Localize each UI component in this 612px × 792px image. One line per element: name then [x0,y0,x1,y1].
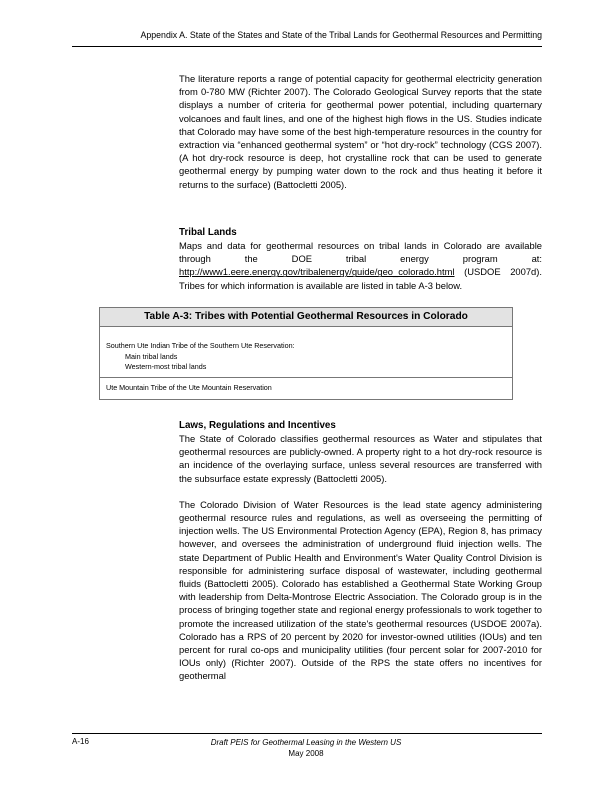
footer-doc-title: Draft PEIS for Geothermal Leasing in the Western US [210,738,402,747]
tribal-text-before: Maps and data for geothermal resources on tribal lands in Colorado are available through the DOE tribal energy program at: [179,240,542,265]
table-row [100,327,512,378]
tribal-lands-heading: Tribal Lands [179,227,237,238]
table-row-title: Ute Mountain Tribe of the Ute Mountain Reservation [106,382,272,392]
footer-center [0,737,612,759]
running-header: Appendix A. State of the States and State of the Tribal Lands for Geothermal Resources and Permitting [140,30,542,40]
table-row [100,378,512,400]
intro-paragraph: The literature reports a range of potential capacity for geothermal electricity generation from 0-780 MW (Richter 2007). The Colorado Geological Survey reports that the state displays a number of criteria for geothermal power potential, including quarternary volcanoes and fault lines, and one of the highest high flows in the US. Studies indicate that Colorado may have some of the best high-temperature resources in the country for extraction via “enhanced geothermal system” or “hot dry-rock” technology (CGS 2007). (A hot dry-rock resource is deep, hot crystalline rock that can be used to generate geothermal energy by pumping water down to the rock and thus heating it before it returns to the surface) (Battocletti 2005). [179,73,542,190]
laws-paragraph-2: The Colorado Division of Water Resources is the lead state agency administering geothermal resource rules and regulations, as well as overseeing the permitting of injection wells. The US Environmental Protection Agency (EPA), Region 8, has primacy however, and oversees the administration of underground fluid injection wells. The state Department of Public Health and Environment's Water Quality Control Division is responsible for administering surface disposal of wastewater, including geothermal fluids (Battocletti 2005). Colorado has established a Geothermal State Working Group with leadership from Delta-Montrose Electric Association. The Colorado group is in the process of bringing together state and regional energy professionals to work together to promote the increased utilization of the state's geothermal resources (USDOE 2007a). Colorado has a RPS of 20 percent by 2020 for investor-owned utilities (IOUs) and ten percent for rural co-ops and municipality utilities (four percent solar for 2007-2010 for IOUs only) (Richter 2007). Outside of the RPS the state offers no incentives for geothermal [179,498,542,682]
tribal-lands-paragraph [179,239,542,292]
footer-rule [72,733,542,734]
table-row-title: Southern Ute Indian Tribe of the Southern Ute Reservation: [106,341,295,350]
footer-date: May 2008 [288,749,324,758]
table-row-item: Main tribal lands [125,351,178,361]
intro-section [179,72,542,191]
tribal-energy-link[interactable]: http://www1.eere.energy.gov/tribalenergy/guide/geo_colorado.html [179,266,455,278]
header-rule [72,46,542,47]
laws-paragraph-1: The State of Colorado classifies geothermal resources as Water and stipulates that geothermal resources are publicly-owned. A property right to a hot dry-rock resource is an incidence of the overlaying surface, unless several resources are transferred with the subsurface estate expressly (Battocletti 2005). [179,433,542,484]
table-row-item: Western-most tribal lands [125,362,207,371]
laws-section [179,419,542,683]
tribal-text-after: (USDOE 2007d). Tribes for which information is available are listed in table A-3 below. [179,266,542,291]
laws-heading: Laws, Regulations and Incentives [179,420,336,431]
table-caption: Table A-3: Tribes with Potential Geothermal Resources in Colorado [100,308,512,327]
table-a3 [99,307,513,400]
page-number: A-16 [72,737,89,746]
tribal-lands-section [179,226,542,292]
